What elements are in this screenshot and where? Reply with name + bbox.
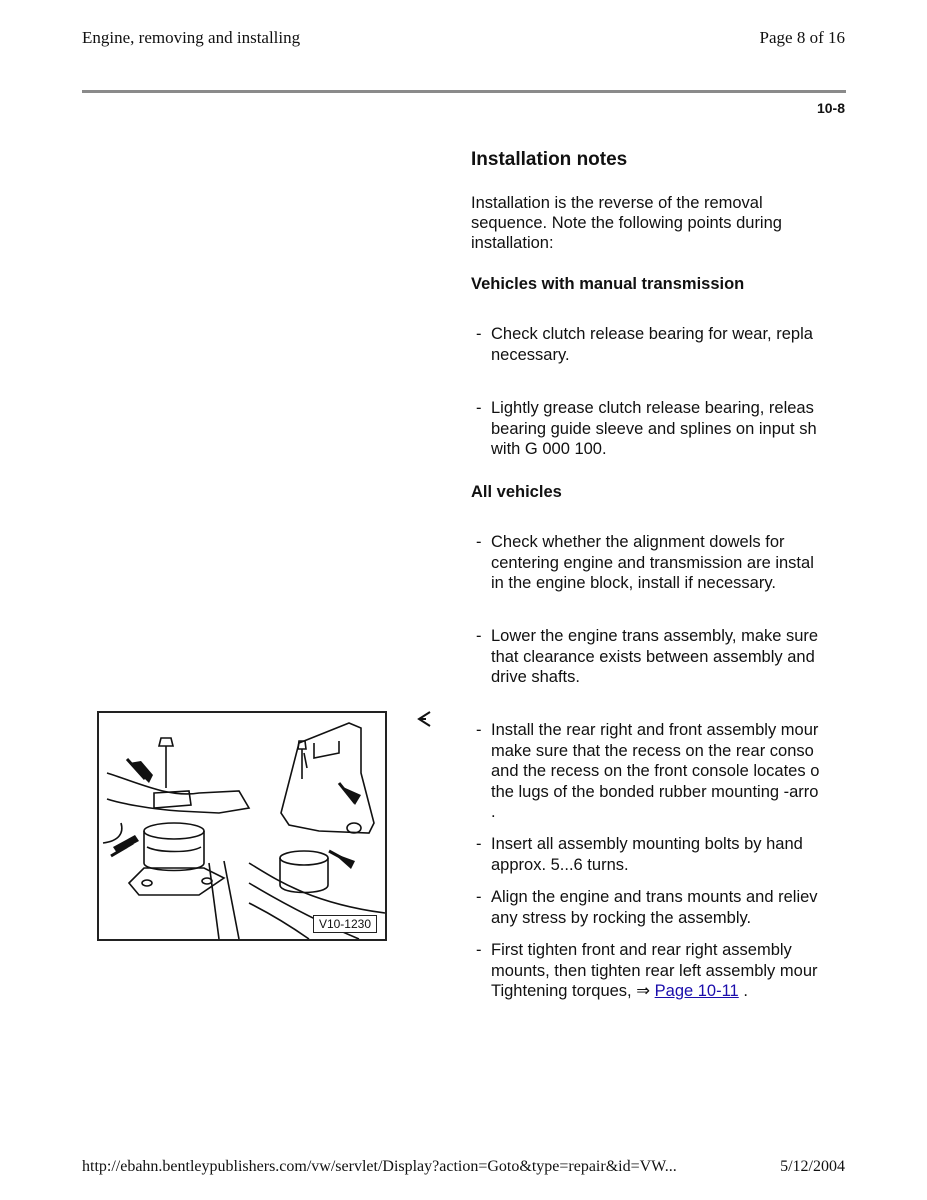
page-number: Page 8 of 16: [759, 28, 845, 47]
figure-label: V10-1230: [313, 915, 377, 933]
list-item: - Insert all assembly mounting bolts by hand approx. 5...6 turns.: [476, 835, 803, 874]
figure-pointer-icon: [416, 710, 432, 728]
list-item: - Check whether the alignment dowels for centering engine and transmission are instal in the engine block, install if necessary.: [476, 533, 814, 592]
engine-mount-drawing: [99, 713, 385, 939]
list-item: - Install the rear right and front assembly mour make sure that the recess on the rear conso and the recess on the front console locates o the lugs of the bonded rubber mounting -arro .: [476, 721, 820, 821]
header-rule: [82, 90, 846, 93]
list-item: - Check clutch release bearing for wear, repla necessary.: [476, 325, 813, 364]
list-item: - Lower the engine trans assembly, make sure that clearance exists between assembly and drive shafts.: [476, 627, 819, 686]
document-title: Engine, removing and installing: [82, 28, 301, 47]
manual-transmission-heading: Vehicles with manual transmission: [471, 275, 745, 293]
installation-notes-heading: Installation notes: [471, 149, 628, 170]
engine-mount-illustration: [97, 711, 387, 941]
page-10-11-link[interactable]: Page 10-11: [654, 982, 739, 1000]
list-item: - Lightly grease clutch release bearing, releas bearing guide sleeve and splines on input sh with G 000 100.: [476, 399, 817, 458]
list-item: - Align the engine and trans mounts and reliev any stress by rocking the assembly.: [476, 888, 818, 927]
intro-paragraph: Installation is the reverse of the removal sequence. Note the following points during installation:: [471, 194, 782, 252]
print-date: 5/12/2004: [780, 1158, 845, 1175]
list-item: - First tighten front and rear right assembly mounts, then tighten rear left assembly mour Tightening torques, ⇒ Page 10-11 .: [476, 941, 818, 1000]
source-url: http://ebahn.bentleypublishers.com/vw/servlet/Display?action=Goto&type=repair&id=VW...: [82, 1158, 677, 1175]
section-code: 10-8: [816, 100, 845, 116]
all-vehicles-heading: All vehicles: [471, 483, 562, 501]
